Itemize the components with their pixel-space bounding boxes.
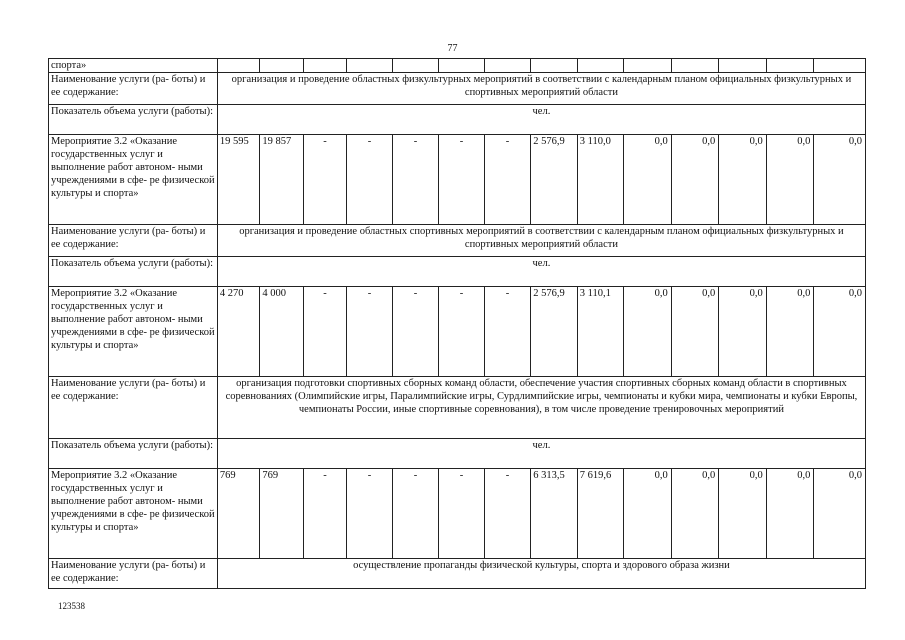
value-cell: 7 619,6: [577, 469, 624, 559]
value-cell: -: [347, 287, 393, 377]
value-cell: 4 000: [260, 287, 303, 377]
table-row: [49, 377, 866, 439]
value-cell: 0,0: [624, 469, 672, 559]
value-cell: 769: [217, 469, 259, 559]
service-description: осуществление пропаганды физической культуры, спорта и здорового образа жизни: [217, 559, 865, 589]
value-cell: -: [303, 287, 346, 377]
empty-cell: [814, 59, 866, 73]
table-row: [49, 559, 866, 589]
table-row: [49, 59, 866, 73]
indicator-label: Показатель объема услуги (работы):: [49, 439, 218, 469]
empty-cell: [719, 59, 767, 73]
value-cell: -: [439, 287, 485, 377]
indicator-label: Показатель объема услуги (работы):: [49, 257, 218, 287]
value-cell: 0,0: [624, 287, 672, 377]
table-row: [49, 257, 866, 287]
value-cell: -: [484, 135, 531, 225]
value-cell: -: [392, 469, 439, 559]
unit-value: чел.: [217, 257, 865, 287]
value-cell: 0,0: [671, 135, 719, 225]
value-cell: 0,0: [766, 135, 814, 225]
value-cell: 19 595: [217, 135, 259, 225]
value-cell: 6 313,5: [531, 469, 578, 559]
value-cell: 769: [260, 469, 303, 559]
table-row: [49, 105, 866, 135]
value-cell: -: [303, 469, 346, 559]
empty-cell: [439, 59, 485, 73]
value-cell: 0,0: [624, 135, 672, 225]
event-label: Мероприятие 3.2 «Оказание государственных услуг и выполнение работ автоном- ными учреждениями в сфе- ре физической культуры и спорта»: [49, 469, 218, 559]
value-cell: 0,0: [719, 135, 767, 225]
value-cell: -: [392, 135, 439, 225]
indicator-label: Показатель объема услуги (работы):: [49, 105, 218, 135]
table-row: [49, 135, 866, 225]
value-cell: 4 270: [217, 287, 259, 377]
value-cell: -: [484, 287, 531, 377]
value-cell: -: [392, 287, 439, 377]
empty-cell: [260, 59, 303, 73]
value-cell: 0,0: [766, 469, 814, 559]
service-label: Наименование услуги (ра- боты) и ее содержание:: [49, 377, 218, 439]
service-label: Наименование услуги (ра- боты) и ее содержание:: [49, 225, 218, 257]
value-cell: 0,0: [719, 469, 767, 559]
empty-cell: [671, 59, 719, 73]
table-body: [49, 59, 866, 589]
value-cell: -: [439, 135, 485, 225]
value-cell: -: [439, 469, 485, 559]
row-label: спорта»: [49, 59, 218, 73]
event-label: Мероприятие 3.2 «Оказание государственных услуг и выполнение работ автоном- ными учреждениями в сфе- ре физической культуры и спорта»: [49, 135, 218, 225]
value-cell: 0,0: [814, 287, 866, 377]
program-table: [48, 58, 866, 589]
unit-value: чел.: [217, 105, 865, 135]
service-label: Наименование услуги (ра- боты) и ее содержание:: [49, 73, 218, 105]
value-cell: -: [484, 469, 531, 559]
footer-code: 123538: [58, 601, 85, 611]
value-cell: 2 576,9: [531, 287, 578, 377]
empty-cell: [303, 59, 346, 73]
service-description: организация и проведение областных физкультурных мероприятий в соответствии с календарным планом официальных физкультурных и спортивных мероприятий области: [217, 73, 865, 105]
empty-cell: [624, 59, 672, 73]
value-cell: 0,0: [814, 469, 866, 559]
service-description: организация и проведение областных спортивных мероприятий в соответствии с календарным планом официальных физкультурных и спортивных мероприятий области: [217, 225, 865, 257]
service-label: Наименование услуги (ра- боты) и ее содержание:: [49, 559, 218, 589]
value-cell: -: [347, 135, 393, 225]
value-cell: 3 110,0: [577, 135, 624, 225]
value-cell: 3 110,1: [577, 287, 624, 377]
empty-cell: [347, 59, 393, 73]
empty-cell: [392, 59, 439, 73]
page-number: 77: [447, 43, 458, 54]
table-row: [49, 469, 866, 559]
table-row: [49, 287, 866, 377]
value-cell: 0,0: [719, 287, 767, 377]
value-cell: 0,0: [671, 287, 719, 377]
empty-cell: [217, 59, 259, 73]
empty-cell: [577, 59, 624, 73]
service-description: организация подготовки спортивных сборных команд области, обеспечение участия спортивных сборных команд области в спортивных соревнованиях (Олимпийские игры, Паралимпийские игры, Сурдлимпийские игры, чемпионаты и кубки мира, чемпионаты и кубки Европы, чемпионаты России, иные спортивные соревнования), в том числе проведение тренировочных мероприятий: [217, 377, 865, 439]
table-row: [49, 73, 866, 105]
value-cell: 0,0: [814, 135, 866, 225]
table-row: [49, 439, 866, 469]
value-cell: 0,0: [766, 287, 814, 377]
empty-cell: [766, 59, 814, 73]
value-cell: 2 576,9: [531, 135, 578, 225]
event-label: Мероприятие 3.2 «Оказание государственных услуг и выполнение работ автоном- ными учреждениями в сфе- ре физической культуры и спорта»: [49, 287, 218, 377]
table-row: [49, 225, 866, 257]
unit-value: чел.: [217, 439, 865, 469]
value-cell: 0,0: [671, 469, 719, 559]
value-cell: -: [347, 469, 393, 559]
empty-cell: [531, 59, 578, 73]
value-cell: -: [303, 135, 346, 225]
value-cell: 19 857: [260, 135, 303, 225]
empty-cell: [484, 59, 531, 73]
